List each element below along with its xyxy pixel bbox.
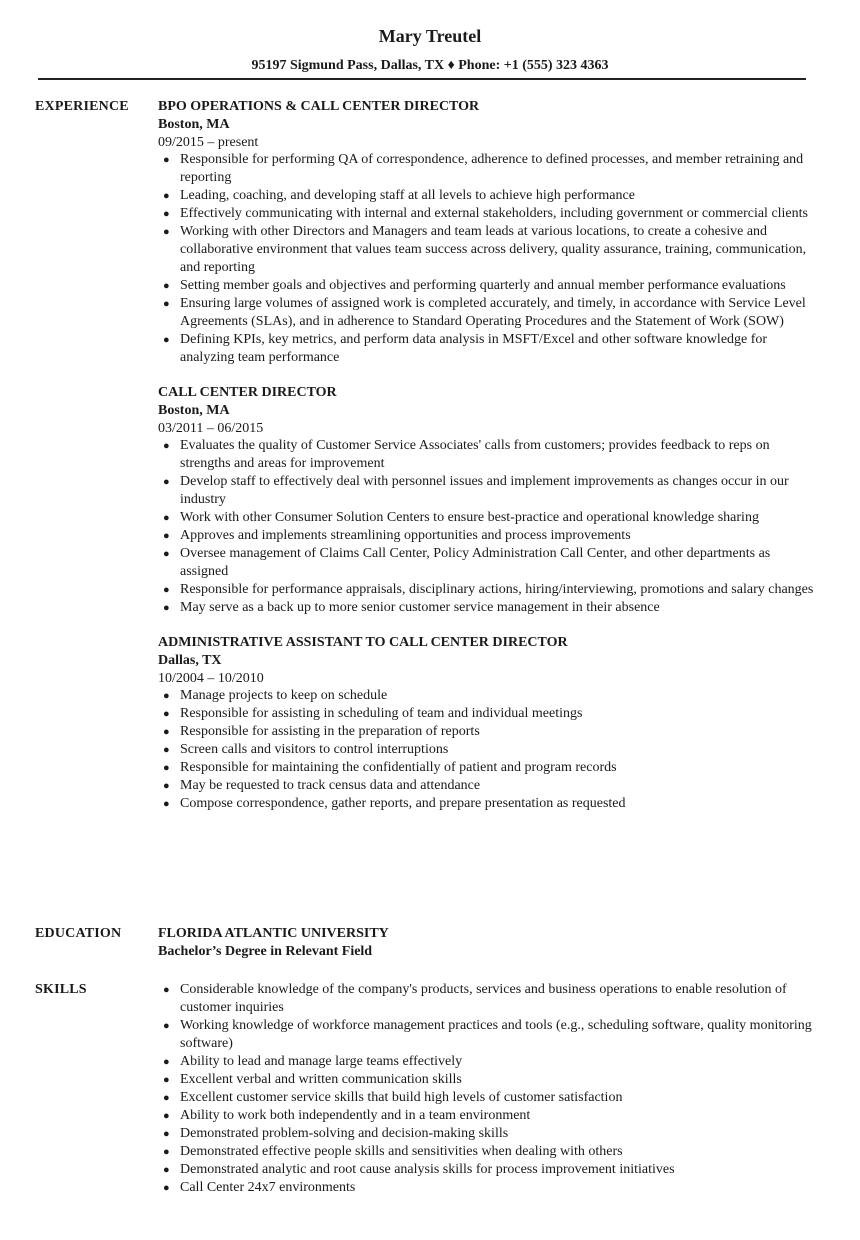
job-dates: 09/2015 – present xyxy=(158,135,259,150)
job-entry xyxy=(158,634,818,813)
bullet-icon: ● xyxy=(163,780,170,792)
resume-header xyxy=(0,24,860,74)
bullet-icon: ● xyxy=(163,208,170,220)
bullet-icon: ● xyxy=(163,690,170,702)
job-bullets xyxy=(158,151,818,367)
section-label-experience: EXPERIENCE xyxy=(35,99,129,114)
bullet-icon: ● xyxy=(163,334,170,346)
list-item: ● Ability to lead and manage large teams effectively xyxy=(163,1054,463,1069)
bullet-icon: ● xyxy=(163,602,170,614)
list-item: ● Oversee management of Claims Call Center, Policy Administration Call Center, and other departments as assigned xyxy=(163,546,771,579)
list-item: ● Excellent verbal and written communication skills xyxy=(163,1072,462,1087)
job-location: Boston, MA xyxy=(158,117,230,132)
bullet-icon: ● xyxy=(163,1092,170,1104)
job-dates: 10/2004 – 10/2010 xyxy=(158,671,264,686)
experience-body xyxy=(158,98,818,830)
bullet-icon: ● xyxy=(163,798,170,810)
list-item: ● Setting member goals and objectives and performing quarterly and annual member performance evaluations xyxy=(163,278,786,293)
list-item: ● Responsible for performing QA of correspondence, adherence to defined processes, and member retraining and reporting xyxy=(163,152,804,185)
bullet-icon: ● xyxy=(163,280,170,292)
job-location: Dallas, TX xyxy=(158,653,222,668)
list-item: ● Approves and implements streamlining opportunities and process improvements xyxy=(163,528,631,543)
candidate-name: Mary Treutel xyxy=(378,26,482,46)
bullet-icon: ● xyxy=(163,154,170,166)
bullet-icon: ● xyxy=(163,584,170,596)
list-item: ● Evaluates the quality of Customer Service Associates' calls from customers; provides feedback to reps on strengths and areas for improvement xyxy=(163,438,770,471)
job-location: Boston, MA xyxy=(158,403,230,418)
list-item: ● Effectively communicating with internal and external stakeholders, including government or commercial clients xyxy=(163,206,808,221)
list-item: ● Responsible for performance appraisals, disciplinary actions, hiring/interviewing, promotions and salary changes xyxy=(163,582,814,597)
list-item: ● Demonstrated analytic and root cause analysis skills for process improvement initiatives xyxy=(163,1162,675,1177)
list-item: ● Ability to work both independently and in a team environment xyxy=(163,1108,531,1123)
job-title: BPO OPERATIONS & CALL CENTER DIRECTOR xyxy=(158,99,480,114)
list-item: ● Call Center 24x7 environments xyxy=(163,1180,356,1195)
job-entry xyxy=(158,384,818,617)
school-name: FLORIDA ATLANTIC UNIVERSITY xyxy=(158,926,389,941)
list-item: ● Leading, coaching, and developing staff at all levels to achieve high performance xyxy=(163,188,635,203)
job-title: ADMINISTRATIVE ASSISTANT TO CALL CENTER DIRECTOR xyxy=(158,635,568,650)
job-entry xyxy=(158,98,818,367)
list-item: ● Working knowledge of workforce management practices and tools (e.g., scheduling software, quality monitoring software) xyxy=(163,1018,812,1051)
bullet-icon: ● xyxy=(163,298,170,310)
skills-body xyxy=(158,981,818,1197)
list-item: ● Excellent customer service skills that build high levels of customer satisfaction xyxy=(163,1090,623,1105)
job-dates: 03/2011 – 06/2015 xyxy=(158,421,264,436)
list-item: ● Work with other Consumer Solution Centers to ensure best-practice and operational knowledge sharing xyxy=(163,510,759,525)
list-item: ● Manage projects to keep on schedule xyxy=(163,688,388,703)
bullet-icon: ● xyxy=(163,512,170,524)
list-item: ● Screen calls and visitors to control interruptions xyxy=(163,742,449,757)
job-bullets xyxy=(158,437,818,617)
bullet-icon: ● xyxy=(163,1074,170,1086)
bullet-icon: ● xyxy=(163,726,170,738)
bullet-icon: ● xyxy=(163,440,170,452)
bullet-icon: ● xyxy=(163,1164,170,1176)
list-item: ● May be requested to track census data and attendance xyxy=(163,778,481,793)
bullet-icon: ● xyxy=(163,1110,170,1122)
job-bullets xyxy=(158,687,818,813)
list-item: ● May serve as a back up to more senior customer service management in their absence xyxy=(163,600,660,615)
bullet-icon: ● xyxy=(163,984,170,996)
contact-line: 95197 Sigmund Pass, Dallas, TX ♦ Phone: +1 (555) 323 4363 xyxy=(251,58,609,73)
list-item: ● Working with other Directors and Managers and team leads at various locations, to create a cohesive and collaborative environment that values team success across delivery, quality assurance, training, communication, and reporting xyxy=(163,224,807,275)
bullet-icon: ● xyxy=(163,708,170,720)
bullet-icon: ● xyxy=(163,530,170,542)
bullet-icon: ● xyxy=(163,1020,170,1032)
bullet-icon: ● xyxy=(163,1182,170,1194)
bullet-icon: ● xyxy=(163,744,170,756)
bullet-icon: ● xyxy=(163,548,170,560)
bullet-icon: ● xyxy=(163,1146,170,1158)
list-item: ● Responsible for maintaining the confidentially of patient and program records xyxy=(163,760,617,775)
list-item: ● Demonstrated problem-solving and decision-making skills xyxy=(163,1126,509,1141)
skills-list xyxy=(158,981,818,1197)
education-body xyxy=(158,925,818,961)
list-item: ● Responsible for assisting in the preparation of reports xyxy=(163,724,480,739)
bullet-icon: ● xyxy=(163,1128,170,1140)
bullet-icon: ● xyxy=(163,226,170,238)
bullet-icon: ● xyxy=(163,190,170,202)
list-item: ● Defining KPIs, key metrics, and perform data analysis in MSFT/Excel and other software knowledge for analyzing team performance xyxy=(163,332,768,365)
bullet-icon: ● xyxy=(163,762,170,774)
job-title: CALL CENTER DIRECTOR xyxy=(158,385,337,400)
header-divider xyxy=(38,78,806,80)
list-item: ● Ensuring large volumes of assigned work is completed accurately, and timely, in accordance with Service Level Agreements (SLAs), and in adherence to Standard Operating Procedures and the Statement of Work (SOW) xyxy=(163,296,806,329)
section-label-skills: SKILLS xyxy=(35,982,87,997)
section-label-education: EDUCATION xyxy=(35,926,122,941)
list-item: ● Responsible for assisting in scheduling of team and individual meetings xyxy=(163,706,583,721)
degree: Bachelor’s Degree in Relevant Field xyxy=(158,944,373,959)
list-item: ● Considerable knowledge of the company's products, services and business operations to enable resolution of customer inquiries xyxy=(163,982,787,1015)
list-item: ● Demonstrated effective people skills and sensitivities when dealing with others xyxy=(163,1144,623,1159)
bullet-icon: ● xyxy=(163,1056,170,1068)
bullet-icon: ● xyxy=(163,476,170,488)
list-item: ● Develop staff to effectively deal with personnel issues and implement improvements as changes occur in our industry xyxy=(163,474,789,507)
list-item: ● Compose correspondence, gather reports, and prepare presentation as requested xyxy=(163,796,626,811)
